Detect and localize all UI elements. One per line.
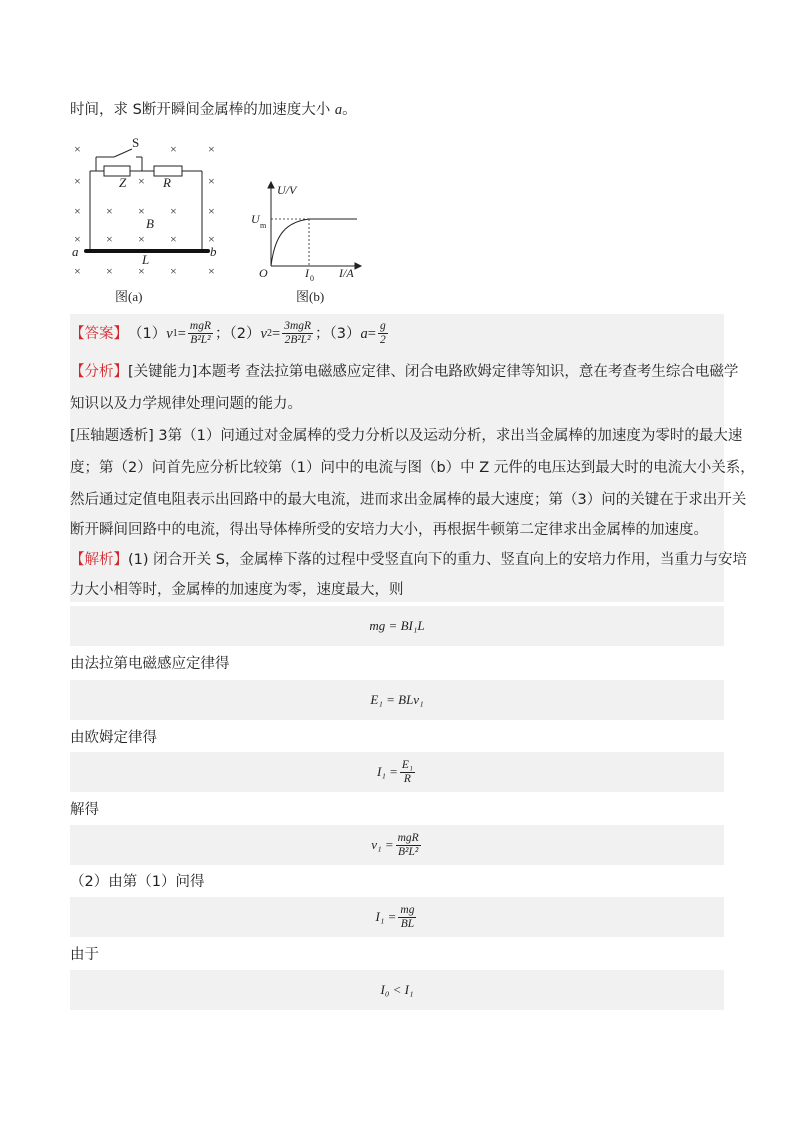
figure-b-caption: 图(b) [296, 289, 325, 304]
figure-a-caption: 图(a) [115, 289, 143, 304]
analysis-line-2: 知识以及力学规律处理问题的能力。 [70, 396, 302, 412]
field-cross-mark: × [138, 204, 145, 218]
field-cross-mark: × [74, 232, 81, 246]
um-sub: m [260, 221, 267, 230]
answer-v1-fraction: $\frac{\text{mgR}}{\text{B²L²}}$ [189, 320, 212, 346]
i0-sub: 0 [310, 274, 314, 282]
field-cross-mark: × [170, 264, 177, 278]
origin-label: O [259, 266, 268, 280]
ohm-text: 由欧姆定律得 [70, 730, 157, 746]
analysis-line-1: 【分析】[关键能力]本题考 查法拉第电磁感应定律、闭合电路欧姆定律等知识，意在考查考生综合电磁学 [70, 364, 739, 380]
field-cross-mark: × [138, 174, 145, 188]
r-label: R [163, 175, 171, 190]
answer-a-fraction: $\frac{g}{2}$ [379, 320, 386, 346]
field-cross-mark: × [106, 232, 113, 246]
solution-line-1: 【解析】(1) 闭合开关 S，金属棒下落的过程中受竖直向下的重力、竖直向上的安培力作用，当重力与安培 [70, 552, 747, 568]
x-axis-label: I/A [339, 266, 354, 280]
field-cross-mark: × [208, 232, 215, 246]
end-b-label: b [210, 244, 217, 259]
figure-b-graph [245, 178, 375, 282]
faraday-text: 由法拉第电磁感应定律得 [70, 656, 230, 672]
solve-text: 解得 [70, 802, 99, 818]
field-cross-mark: × [138, 232, 145, 246]
switch-label: S [132, 135, 140, 150]
field-cross-mark: × [138, 264, 145, 278]
analysis-line-6: 断开瞬间回路中的电流，得出导体棒所受的安培力大小，再根据牛顿第二定律求出金属棒的加速度。 [70, 522, 708, 538]
answer-line: 【答案】 （1） v 1 = $\frac{\text{mgR}}{\text{B²L²}}$ ；（2） v 2 = $\frac{\text{3mgR}}{\text{2B²L²}}$ ；（3） a = $\frac{g}{2}$ [70, 320, 386, 346]
field-cross-mark: × [208, 174, 215, 188]
figure-a-circuit [70, 135, 220, 285]
since-text: 由于 [70, 947, 99, 963]
z-label: Z [119, 175, 127, 190]
y-axis-label: U/V [277, 183, 297, 197]
solution-line-2: 力大小相等时，金属棒的加速度为零，速度最大，则 [70, 582, 404, 598]
analysis-line-4: 度；第（2）问首先应分析比较第（1）问中的电流与图（b）中 Z 元件的电压达到最大时的电流大小关系， [70, 460, 755, 476]
field-cross-mark: × [208, 204, 215, 218]
field-cross-mark: × [74, 142, 81, 156]
b-field-label: B [146, 216, 154, 231]
equation-emf: E₁ = BLv₁ [70, 680, 724, 720]
i0-label: I [305, 266, 309, 280]
equation-v1: v₁ = $\frac{\text{mgR}}{\text{B²L²}}$ [70, 825, 724, 865]
equation-i1: I₁ = $\frac{mg}{BL}$ [70, 897, 724, 937]
question-text: 时间，求 S断开瞬间金属棒的加速度大小 a。 [70, 102, 357, 118]
equation-force-balance: mg = BI₁L [70, 606, 724, 646]
field-cross-mark: × [170, 232, 177, 246]
analysis-line-3: [压轴题透析] 3第（1）问通过对金属棒的受力分析以及运动分析，求出当金属棒的加速度为零时的最大速 [70, 428, 743, 444]
field-cross-mark: × [208, 142, 215, 156]
equation-current: I₁ = $\frac{\text{E₁}}{R}$ [70, 752, 724, 792]
equation-inequality: I₀ < I₁ [70, 970, 724, 1010]
field-cross-mark: × [170, 204, 177, 218]
field-cross-mark: × [170, 142, 177, 156]
end-a-label: a [72, 244, 79, 259]
field-cross-mark: × [74, 264, 81, 278]
field-cross-mark: × [106, 204, 113, 218]
field-cross-mark: × [208, 264, 215, 278]
um-label: U [251, 212, 260, 226]
field-cross-mark: × [74, 174, 81, 188]
part2-text: （2）由第（1）问得 [70, 874, 205, 890]
answer-v2-fraction: $\frac{\text{3mgR}}{\text{2B²L²}}$ [284, 320, 312, 346]
field-cross-mark: × [106, 264, 113, 278]
field-cross-mark: × [74, 204, 81, 218]
analysis-line-5: 然后通过定值电阻表示出回路中的最大电流，进而求出金属棒的最大速度；第（3）问的关键在于求出开关 [70, 492, 747, 508]
length-label: L [142, 252, 150, 267]
